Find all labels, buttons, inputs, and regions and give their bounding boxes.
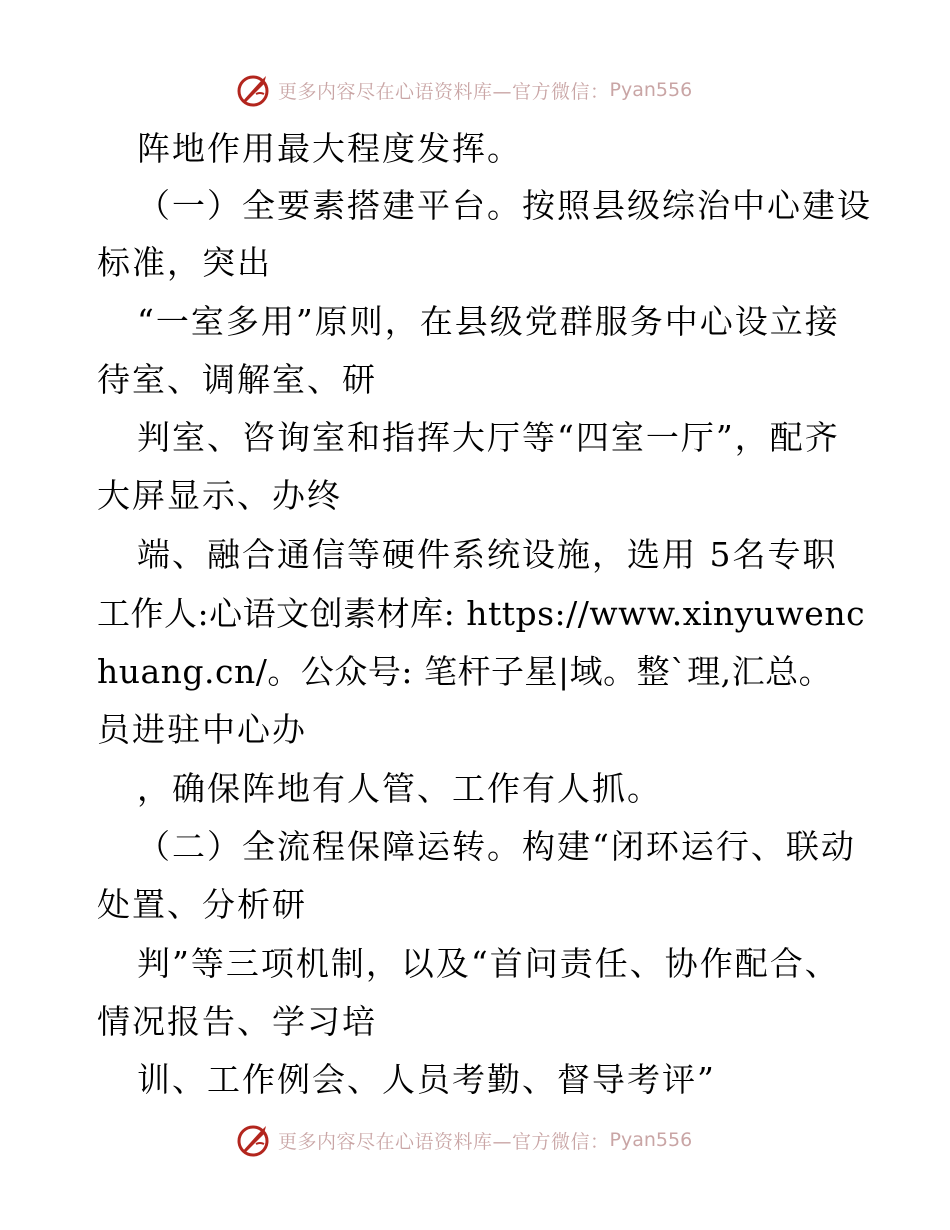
watermark-text: 更多内容尽在心语资料库—官方微信： [278, 1130, 610, 1153]
text-line: 阵地作用最大程度发挥。 [137, 129, 522, 168]
text-line: 待室、调解室、研 [97, 360, 377, 399]
watermark-wechat-id: Pyan556 [609, 1129, 693, 1151]
text-line: ，确保阵地有人管、工作有人抓。 [137, 769, 662, 808]
text-line: 判”等三项机制，以及“首问责任、协作配合、 [137, 944, 840, 983]
text-line: （二）全流程保障运转。构建“闭环运行、联动 [137, 827, 856, 866]
text-line: 员进驻中心办 [97, 710, 307, 749]
text-line: 处置、分析研 [97, 885, 307, 924]
text-line: 情况报告、学习培 [97, 1002, 377, 1041]
text-line: “一室多用”原则，在县级党群服务中心设立接 [137, 302, 840, 341]
quill-logo-icon [236, 72, 272, 108]
text-line: 判室、咨询室和指挥大厅等“四室一厅”，配齐 [137, 418, 840, 457]
watermark-text: 更多内容尽在心语资料库—官方微信： [278, 80, 610, 103]
watermark-header [236, 72, 692, 108]
watermark-wechat-id: Pyan556 [609, 79, 693, 101]
quill-logo-icon [236, 1122, 272, 1158]
text-line: （一）全要素搭建平台。按照县级综治中心建设 [137, 186, 872, 225]
text-line: 标准，突出 [97, 243, 272, 282]
text-line: 训、工作例会、人员考勤、督导考评” [137, 1060, 716, 1099]
text-line: 工作人:心语文创素材库: https://www.xinyuwenc [97, 594, 866, 633]
watermark-footer [236, 1122, 692, 1158]
text-line: 端、融合通信等硬件系统设施，选用 5名专职 [137, 535, 838, 574]
text-line: 大屏显示、办终 [97, 476, 342, 515]
text-line: huang.cn/。公众号: 笔杆子星|域。整`理,汇总。 [97, 652, 833, 691]
